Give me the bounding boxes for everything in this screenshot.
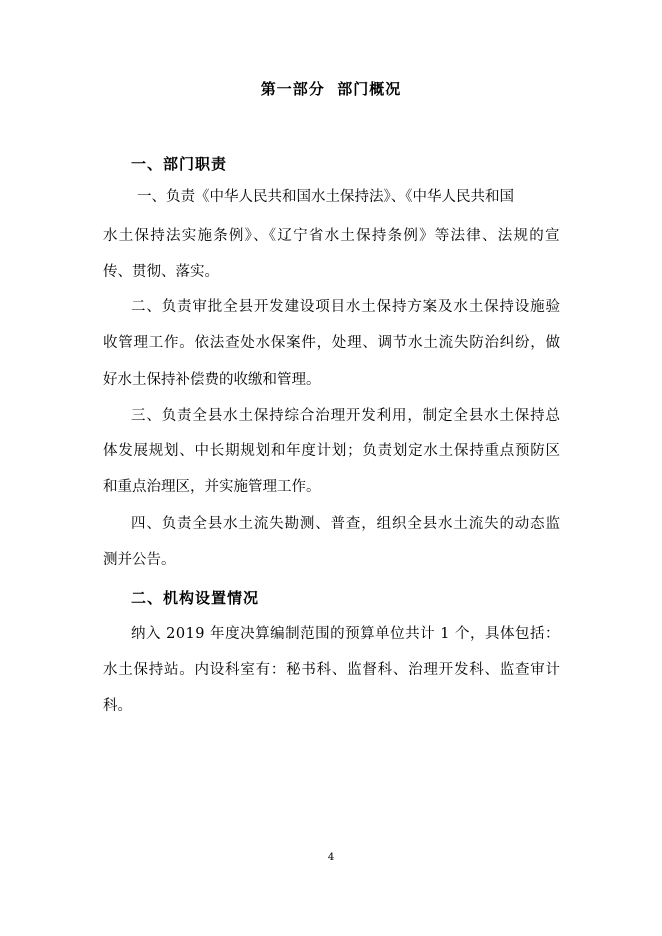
paragraph-line: 和重点治理区，并实施管理工作。 [103, 479, 321, 495]
paragraph-line: 水土保持站。内设科室有：秘书科、监督科、治理开发科、监查审计 [103, 662, 561, 678]
paragraph-line: 测并公告。 [103, 552, 176, 568]
paragraph-line: 科。 [103, 698, 132, 714]
page-number: 4 [327, 852, 335, 863]
paragraph-line: 传、贯彻、落实。 [103, 264, 219, 280]
paragraph-line: 水土保持法实施条例》、《辽宁省水土保持条例》等法律、法规的宣 [103, 228, 561, 244]
section-heading-organization: 二、机构设置情况 [131, 589, 260, 607]
paragraph-line: 好水土保持补偿费的收缴和管理。 [103, 372, 321, 388]
section-heading-duties: 一、部门职责 [131, 155, 228, 173]
paragraph-line: 收管理工作。依法查处水保案件，处理、调节水土流失防治纠纷，做 [103, 335, 561, 351]
paragraph-line: 一、负责《中华人民共和国水土保持法》、《中华人民共和国 [137, 189, 514, 205]
paragraph-line: 四、负责全县水土流失勘测、普查，组织全县水土流失的动态监 [131, 516, 561, 532]
page-title: 第一部分 部门概况 [260, 80, 402, 98]
paragraph-line: 二、负责审批全县开发建设项目水土保持方案及水土保持设施验 [131, 299, 561, 315]
paragraph-line: 纳入 2019 年度决算编制范围的预算单位共计 1 个，具体包括： [131, 626, 561, 642]
paragraph-line: 体发展规划、中长期规划和年度计划；负责划定水土保持重点预防区 [103, 443, 561, 459]
paragraph-line: 三、负责全县水土保持综合治理开发利用，制定全县水土保持总 [131, 408, 561, 424]
